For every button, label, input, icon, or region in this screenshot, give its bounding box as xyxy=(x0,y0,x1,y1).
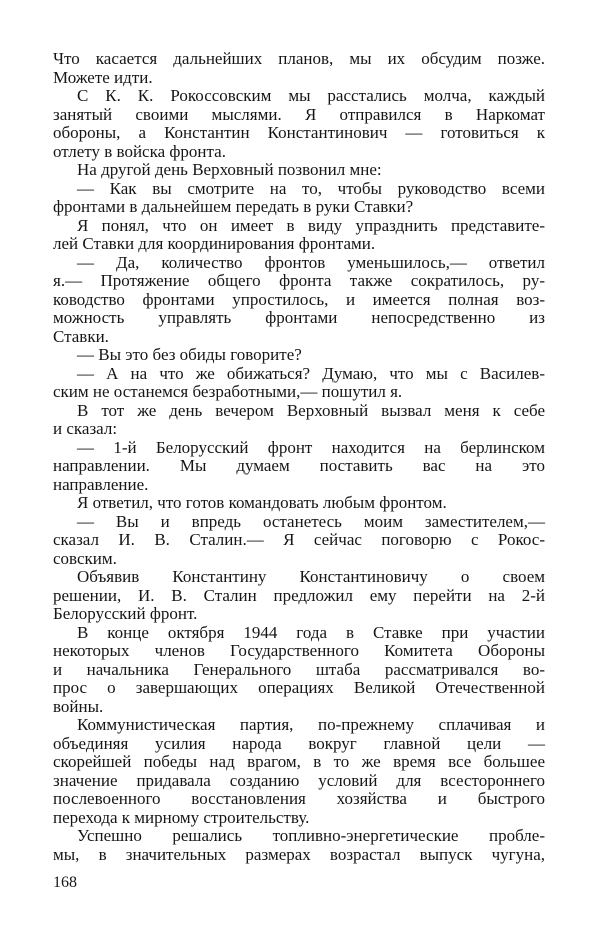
text-line: — А на что же обижаться? Думаю, что мы с Василев- xyxy=(77,363,545,383)
text-line: я.— Протяжение общего фронта также сократилось, ру- xyxy=(53,271,545,290)
text-line: направлении. Мы думаем поставить вас на это xyxy=(53,456,545,475)
text-line: некоторых членов Государственного Комитета Обороны xyxy=(53,641,545,660)
text-line: Я ответил, что готов командовать любым фронтом. xyxy=(77,493,447,512)
text-line: решении, И. В. Сталин предложил ему перейти на 2-й xyxy=(53,585,545,605)
paragraph xyxy=(53,439,545,495)
text-line: Я понял, что он имеет в виду упразднить представите- xyxy=(77,215,545,235)
text-line: С К. К. Рокоссовским мы расстались молча, каждый xyxy=(77,86,545,105)
text-line: мы, в значительных размерах возрастал выпуск чугуна, xyxy=(53,844,545,864)
paragraph xyxy=(53,87,545,161)
text-line: Что касается дальнейших планов, мы их обсудим позже. xyxy=(53,49,545,68)
text-line: В конце октября 1944 года в Ставке при участии xyxy=(77,622,545,642)
paragraph xyxy=(53,827,545,864)
text-line: — Вы и впредь останетесь моим заместителем,— xyxy=(77,511,545,531)
text-line: совским. xyxy=(53,548,117,568)
text-line: отлету в войска фронта. xyxy=(53,141,226,161)
text-line: Успешно решались топливно-энергетические пробле- xyxy=(77,826,545,845)
paragraph xyxy=(53,365,545,402)
text-line: скорейшей победы над врагом, в то же время все большее xyxy=(53,752,545,771)
text-line: Коммунистическая партия, по-прежнему сплачивая и xyxy=(77,715,545,734)
text-line: значение придавала созданию условий для всестороннего xyxy=(53,770,545,790)
text-line: обороны, а Константин Константинович — готовиться к xyxy=(53,123,545,142)
paragraph xyxy=(53,494,545,513)
text-line: лей Ставки для координирования фронтами. xyxy=(53,234,376,253)
page-text xyxy=(53,50,545,864)
text-line: послевоенного восстановления хозяйства и быстрого xyxy=(53,789,545,808)
text-line: можность управлять фронтами непосредственно из xyxy=(53,308,545,327)
text-line: На другой день Верховный позвонил мне: xyxy=(77,160,382,179)
paragraph xyxy=(53,346,545,365)
paragraph xyxy=(53,568,545,624)
paragraph xyxy=(53,513,545,569)
text-line: и сказал: xyxy=(53,419,118,438)
text-line: — Да, количество фронтов уменьшилось,— ответил xyxy=(77,252,545,272)
paragraph xyxy=(53,180,545,217)
text-line: — Вы это без обиды говорите? xyxy=(77,345,302,364)
text-line: занятый своими мыслями. Я отправился в Наркомат xyxy=(53,104,545,124)
text-line: сказал И. В. Сталин.— Я сейчас поговорю с Рокос- xyxy=(53,530,545,549)
text-line: направление. xyxy=(53,474,149,494)
paragraph xyxy=(53,50,545,87)
paragraph xyxy=(53,716,545,827)
text-line: перехода к мирному строительству. xyxy=(53,807,310,827)
text-line: В тот же день вечером Верховный вызвал меня к себе xyxy=(77,400,545,420)
text-line: Можете идти. xyxy=(53,67,153,87)
text-line: — Как вы смотрите на то, чтобы руководство всеми xyxy=(77,178,545,198)
paragraph xyxy=(53,254,545,347)
page-number: 168 xyxy=(53,874,77,891)
text-line: войны. xyxy=(53,696,104,716)
text-line: ководство фронтами упростилось, и имеется полная воз- xyxy=(53,289,545,309)
text-line: — 1-й Белорусский фронт находится на берлинском xyxy=(77,437,545,457)
paragraph xyxy=(53,217,545,254)
paragraph xyxy=(53,402,545,439)
text-line: фронтами в дальнейшем передать в руки Ставки? xyxy=(53,197,414,216)
text-line: Объявив Константину Константиновичу о своем xyxy=(77,567,545,586)
paragraph xyxy=(53,161,545,180)
text-line: Белорусский фронт. xyxy=(53,604,198,623)
text-line: прос о завершающих операциях Великой Отечественной xyxy=(53,678,545,697)
text-line: Ставки. xyxy=(53,326,109,346)
paragraph xyxy=(53,624,545,717)
text-line: объединяя усилия народа вокруг главной цели — xyxy=(53,733,545,753)
text-line: и начальника Генерального штаба рассматривался во- xyxy=(53,659,545,679)
text-line: ским не останемся безработными,— пошутил я. xyxy=(53,382,403,401)
